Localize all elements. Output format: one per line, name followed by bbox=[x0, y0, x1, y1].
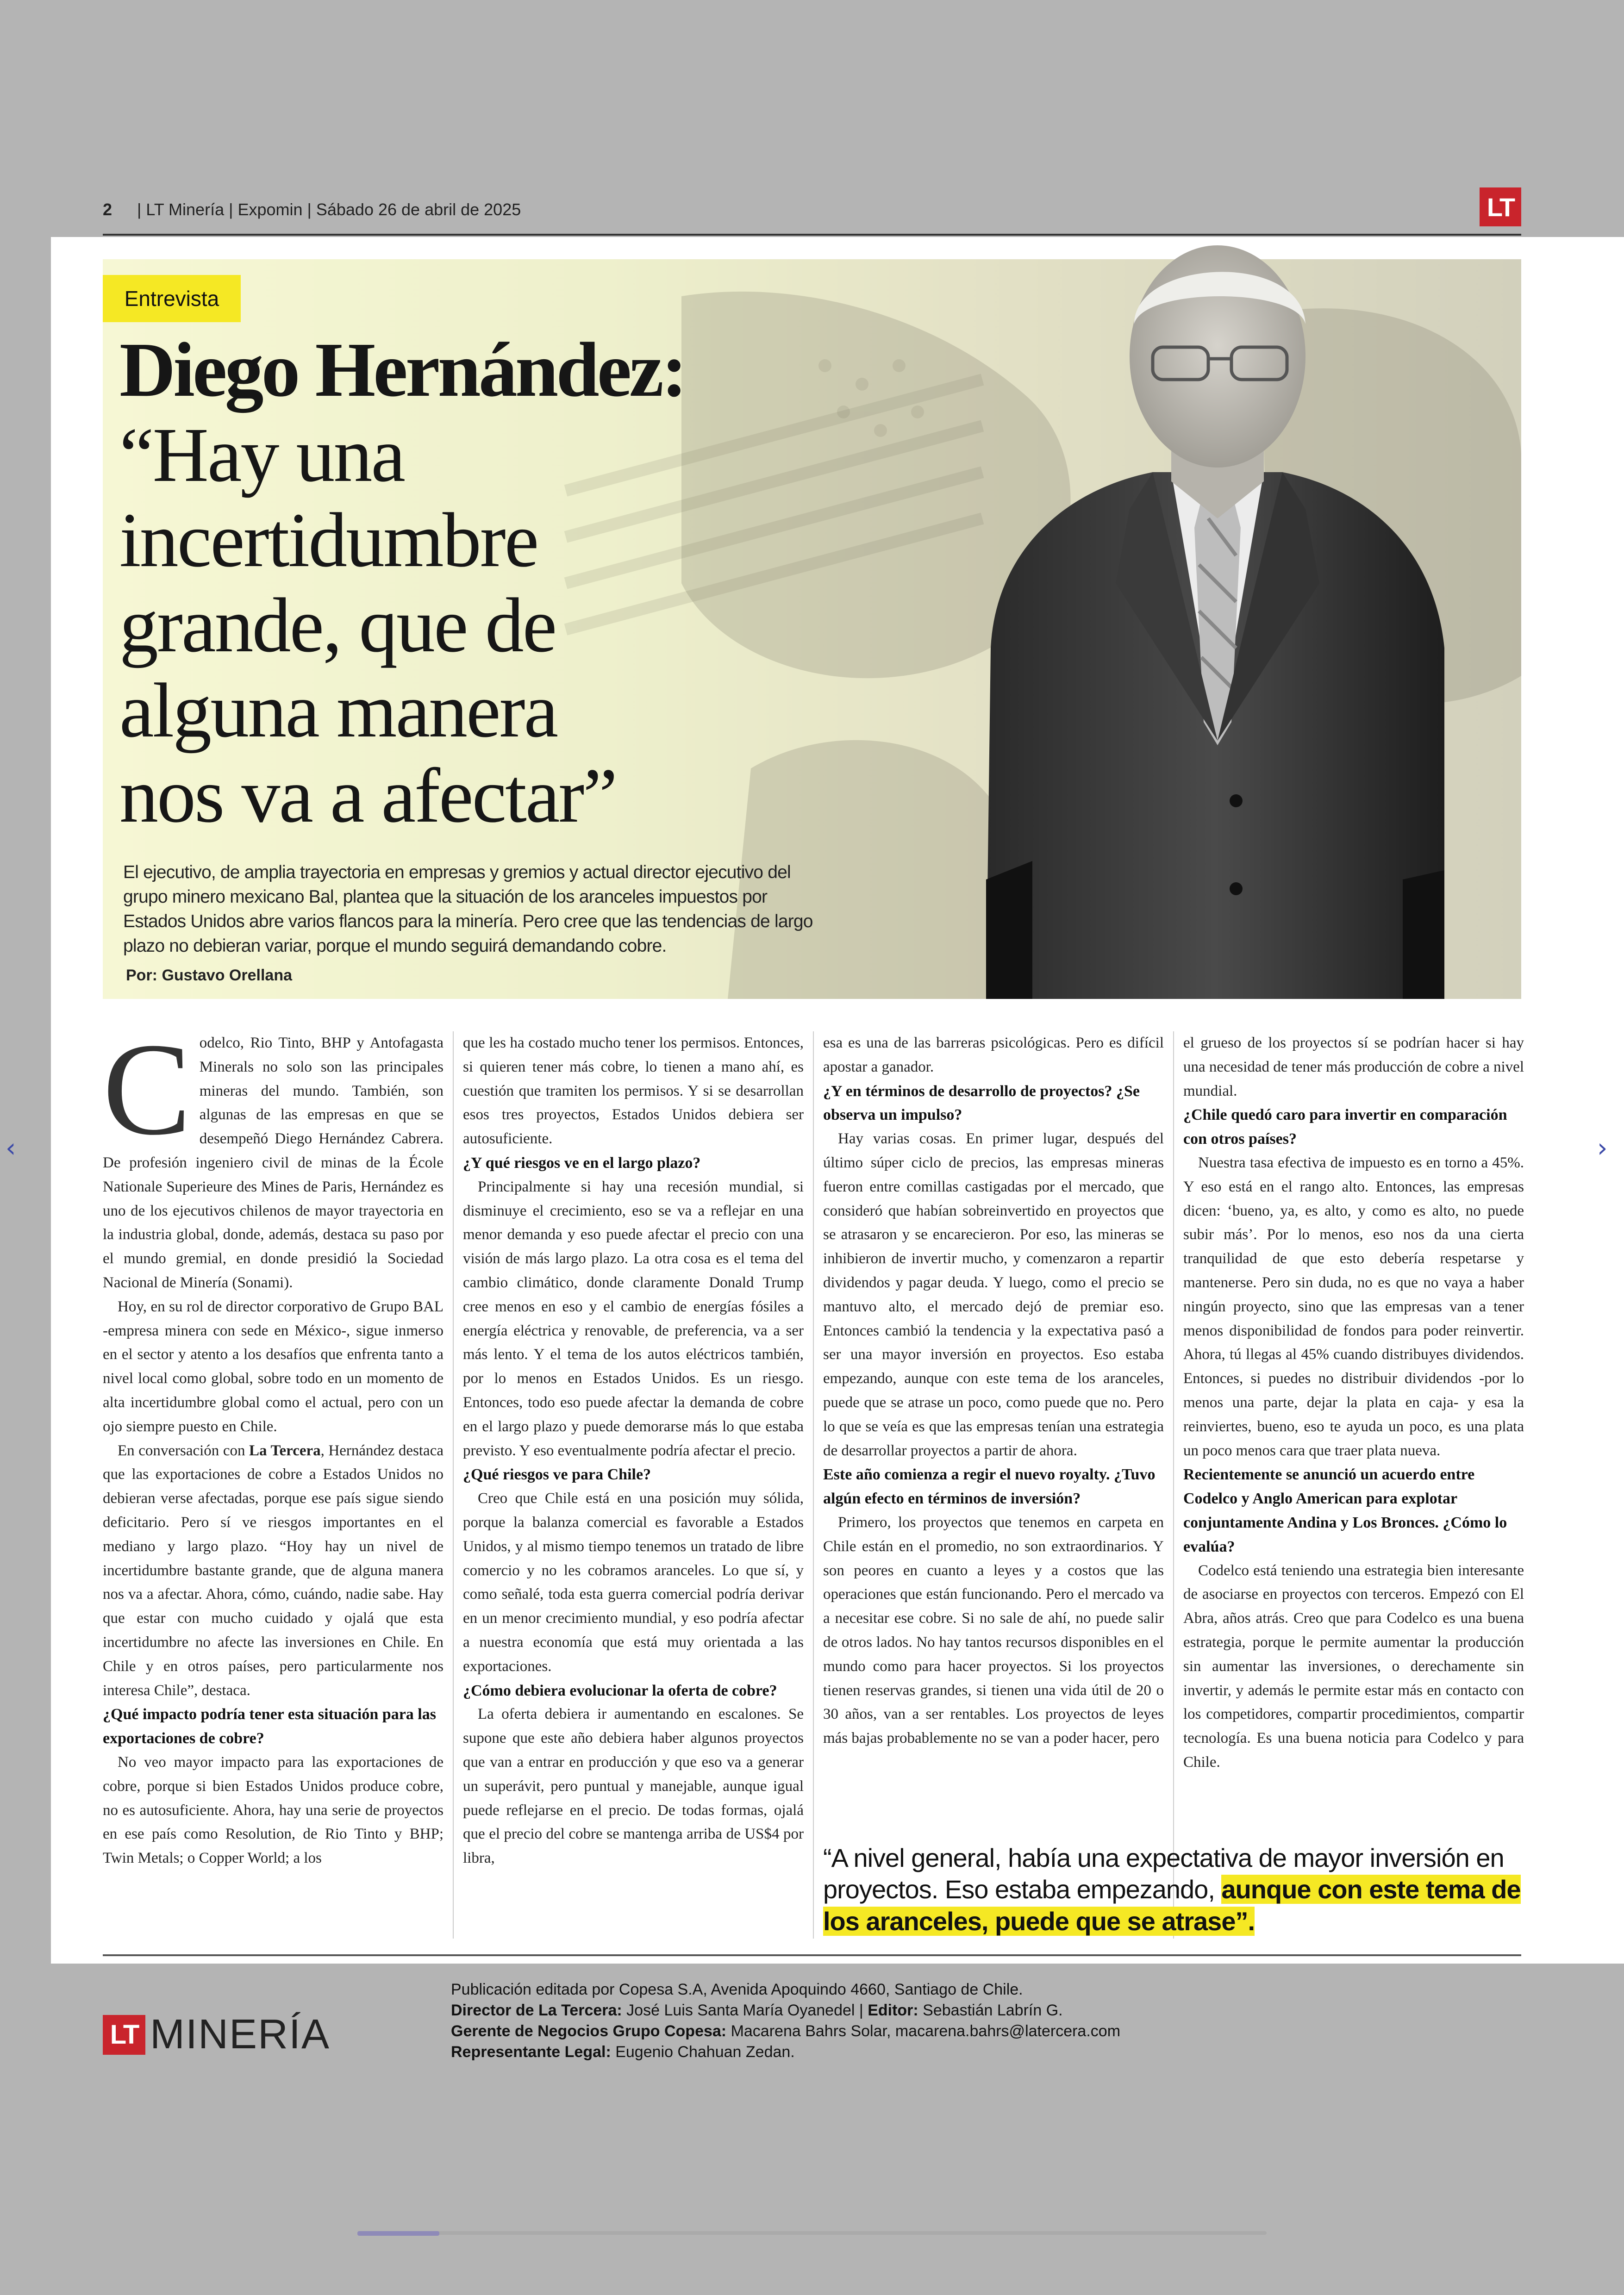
publication-info: | LT Minería | Expomin | Sábado 26 de abril de 2025 bbox=[137, 200, 521, 219]
lt-logo: LT bbox=[1480, 187, 1521, 226]
pull-quote-text: “A nivel general, había una expectativa de mayor inversión en proyectos. Eso estaba empezando, bbox=[823, 1843, 1504, 1904]
headline-quote-line: nos va a afectar” bbox=[119, 753, 616, 839]
credits-line bbox=[451, 2000, 1120, 2021]
paragraph: Hay varias cosas. En primer lugar, después del último súper ciclo de precios, las empresas mineras fueron entre comillas castigadas por el mercado, que consideró que habían sobreinvertido en proyectos que se atrasaron y se encarecieron. Por eso, las mineras se inhibieron de invertir mucho, y comenzaron a repartir dividendos y pagar deuda. Y luego, como el precio se mantuvo alto, el mercado dejó de premiar eso. Entonces cambió la tendencia y la expectativa pasó a ser una mayor inversión en proyectos. Eso estaba empezando, aunque con este tema de los aranceles, puede que se atrase un poco, como puede que no. Pero lo que se veía es que las empresas tenían una estrategia de desarrollar proyectos a partir de ahora. bbox=[823, 1130, 1164, 1459]
paragraph: esa es una de las barreras psicológicas. Pero es difícil apostar a ganador. bbox=[823, 1035, 1164, 1075]
credit-value: José Luis Santa María Oyanedel | bbox=[622, 2001, 868, 2019]
headline-name: Diego Hernández: bbox=[119, 327, 685, 413]
paragraph: el grueso de los proyectos sí se podrían hacer si hay una necesidad de tener más producción de cobre a nivel mundial. bbox=[1183, 1035, 1524, 1099]
interview-question: ¿Chile quedó caro para invertir en comparación con otros países? bbox=[1183, 1106, 1507, 1148]
pull-quote-highlight: aunque con este tema de los aranceles, puede que se atrase”. bbox=[823, 1875, 1521, 1936]
paragraph: La oferta debiera ir aumentando en escalones. Se supone que este año debiera haber algunos proyectos que van a entrar en producción y que eso va a generar un superávit, pero puntual y manejable, aunque igual puede reflejarse en el precio. De todas formas, ojalá que el precio del cobre se mantenga arriba de US$4 por libra, bbox=[463, 1706, 804, 1867]
chevron-left-icon[interactable]: ‹ bbox=[6, 1133, 16, 1163]
interview-question: Este año comienza a regir el nuevo royalty. ¿Tuvo algún efecto en términos de inversión? bbox=[823, 1466, 1156, 1508]
paragraph: que les ha costado mucho tener los permisos. Entonces, si quieren tener más cobre, lo tienen a mano ahí, es cuestión que tramiten los permisos. Y si se desarrollan esos tres proyectos, Estados Unidos debiera ser autosuficiente. bbox=[463, 1035, 804, 1148]
column-divider bbox=[453, 1031, 454, 1939]
article-column-2 bbox=[463, 1031, 804, 1939]
credit-label: Gerente de Negocios Grupo Copesa: bbox=[451, 2022, 727, 2040]
credit-label: Representante Legal: bbox=[451, 2043, 611, 2061]
interview-question: ¿Qué impacto podría tener esta situación para las exportaciones de cobre? bbox=[103, 1706, 436, 1747]
page-progress-track[interactable] bbox=[357, 2231, 1267, 2235]
paragraph bbox=[103, 1439, 443, 1703]
paragraph: odelco, Rio Tinto, BHP y Antofagasta Minerals no solo son las principales mineras del mundo. También, son algunas de las empresas en que se desempeñó Diego Hernández Cabrera. De profesión ingeniero civil de minas de la École Nationale Superieure des Mines de Paris, Hernández es uno de los ejecutivos chilenos de mayor trayectoria en la industria global, donde, además, destaca su paso por el mundo gremial, en donde presidió la Sociedad Nacional de Minería (Sonami). bbox=[103, 1035, 443, 1291]
article-headline bbox=[119, 327, 842, 842]
headline-quote-line: incertidumbre bbox=[119, 497, 538, 583]
portrait-photo bbox=[912, 231, 1521, 999]
footer-divider bbox=[103, 1954, 1521, 1956]
interview-question: ¿Qué riesgos ve para Chile? bbox=[463, 1466, 651, 1484]
headline-quote-line: “Hay una bbox=[119, 412, 405, 498]
paragraph: Primero, los proyectos que tenemos en carpeta en Chile están en el promedio, no son extraordinarios. Y son peores en cuanto a leyes y a costos que las operaciones que están funcionando. Pero el mercado va a necesitar ese cobre. Si no sale de ahí, no puede salir de otros lados. No hay tantos recursos disponibles en el mundo como para hacer proyectos. Si los proyectos tienen reservas grandes, si tienen una vida útil de 20 o 30 años, van a ser rentables. Los proyectos de leyes más bajas probablemente no se van a poder hacer, pero bbox=[823, 1514, 1164, 1747]
paragraph: Principalmente si hay una recesión mundial, si disminuye el crecimiento, eso se va a reflejar en una menor demanda y eso puede afectar el precio con una visión de más largo plazo. La otra cosa es el tema del cambio climático, donde claramente Donald Trump cree menos en eso y el cambio de energías fósiles a energía eléctrica y renovable, de preferencia, va a ser más lento. Y el tema de los autos eléctricos también, por lo menos en Estados Unidos. Es un riesgo. Entonces, todo eso puede afectar la demanda de cobre en el largo plazo y puede demorarse más lo que estaba previsto. Y eso eventualmente podría afectar el precio. bbox=[463, 1178, 804, 1459]
paragraph: No veo mayor impacto para las exportaciones de cobre, porque si bien Estados Unidos produce cobre, no es autosuficiente. Ahora, hay una serie de proyectos en ese país como Resolution, de Rio Tinto y BHP; Twin Metals; o Copper World; a los bbox=[103, 1753, 443, 1867]
credits-line bbox=[451, 2021, 1120, 2042]
credit-label: Editor: bbox=[868, 2001, 918, 2019]
interview-question: Recientemente se anunció un acuerdo entre Codelco y Anglo American para explotar conjuntamente Andina y Los Bronces. ¿Cómo lo evalúa? bbox=[1183, 1466, 1507, 1555]
credit-value: Macarena Bahrs Solar, macarena.bahrs@latercera.com bbox=[726, 2022, 1121, 2040]
newspaper-name: La Tercera bbox=[249, 1442, 321, 1459]
interview-question: ¿Cómo debiera evolucionar la oferta de cobre? bbox=[463, 1682, 777, 1699]
article-column-4 bbox=[1183, 1031, 1524, 1827]
credit-value: Sebastián Labrín G. bbox=[918, 2001, 1063, 2019]
credits-line bbox=[451, 2042, 1120, 2063]
credit-value: Eugenio Chahuan Zedan. bbox=[611, 2043, 795, 2061]
article-column-3 bbox=[823, 1031, 1164, 1837]
drop-cap: C bbox=[103, 1031, 191, 1162]
paragraph: Nuestra tasa efectiva de impuesto es en torno a 45%. Y eso está en el rango alto. Entonces, las empresas dicen: ‘bueno, ya, es alto, y como es alto, no puede subir más’. Por lo menos, eso nos da una cierta tranquilidad de que esto debería respetarse y mantenerse. Pero sin duda, no es que no vaya a haber ningún proyecto, sino que las empresas van a tener menos disponibilidad de fondos para poder reinvertir. Ahora, tú llegas al 45% cuando distribuyes dividendos. Entonces, si puedes no distribuir dividendos -por lo menos una parte, dejar la plata en caja- y esa la reinviertes, bueno, eso te ayuda un poco, es una plata un poco menos cara que traer plata nueva. bbox=[1183, 1154, 1524, 1459]
pull-quote bbox=[823, 1842, 1521, 1937]
headline-quote-line: grande, que de bbox=[119, 582, 556, 668]
page-progress-fill bbox=[357, 2231, 439, 2236]
chevron-right-icon[interactable]: › bbox=[1597, 1133, 1608, 1163]
paragraph: Creo que Chile está en una posición muy sólida, porque la balanza comercial es favorable a Estados Unidos, y al mismo tiempo tenemos un tratado de libre comercio y no les cobramos aranceles. Lo que sí, y como señalé, toda esta guerra comercial podría derivar en un menor crecimiento mundial, y eso podría afectar a nuestra economía que está muy orientada a las exportaciones. bbox=[463, 1490, 804, 1675]
footer-logo-box: LT bbox=[103, 2015, 145, 2055]
interview-question: ¿Y qué riesgos ve en el largo plazo? bbox=[463, 1154, 701, 1172]
byline: Por: Gustavo Orellana bbox=[126, 967, 292, 984]
publication-credits bbox=[451, 1979, 1120, 2063]
paragraph: Hoy, en su rol de director corporativo de Grupo BAL -empresa minera con sede en México-, sigue inmerso en el sector y atento a los desafíos que enfrenta tanto a nivel local como global, sobre todo en un momento de alta incertidumbre global como el actual, pero con un ojo siempre puesto en Chile. bbox=[103, 1298, 443, 1435]
page-number: 2 bbox=[103, 200, 112, 219]
section-tag: Entrevista bbox=[103, 275, 241, 322]
column-divider bbox=[813, 1031, 814, 1939]
column-divider bbox=[1173, 1031, 1174, 1939]
paragraph-text: En conversación con bbox=[118, 1442, 250, 1459]
article-lede: El ejecutivo, de amplia trayectoria en empresas y gremios y actual director ejecutivo del grupo minero mexicano Bal, plantea que la situación de los aranceles impuestos por Estados Unidos abre varios flancos para la minería. Pero cree que las tendencias de largo plazo no debieran variar, porque el mundo seguirá demandando cobre. bbox=[123, 862, 813, 956]
credit-label: Director de La Tercera: bbox=[451, 2001, 622, 2019]
paragraph-text: , Hernández destaca que las exportaciones de cobre a Estados Unidos no debieran verse afectadas, porque ese país sigue siendo deficitario. Pero sí ve riesgos importantes en el mediano y largo plazo. “Hoy hay un nivel de incertidumbre bastante grande, que de alguna manera nos va a afectar. Ahora, cómo, cuándo, nadie sabe. Hay que estar con mucho cuidado y ojalá que esta incertidumbre no afecte las inversiones en Chile. En Chile y en otros países, pero particularmente nos interesa Chile”, destaca. bbox=[103, 1442, 443, 1699]
credits-line: Publicación editada por Copesa S.A, Avenida Apoquindo 4660, Santiago de Chile. bbox=[451, 1981, 1023, 1998]
footer-logo bbox=[103, 2011, 330, 2058]
footer-logo-word: MINERÍA bbox=[150, 2011, 331, 2058]
headline-quote-line: alguna manera bbox=[119, 667, 557, 754]
interview-question: ¿Y en términos de desarrollo de proyectos? ¿Se observa un impulso? bbox=[823, 1082, 1140, 1124]
paragraph: Codelco está teniendo una estrategia bien interesante de asociarse en proyectos con terceros. Empezó con El Abra, años atrás. Creo que para Codelco es una buena estrategia, porque le permite aumentar la producción sin aumentar las inversiones, o derechamente sin invertir, y además le permite estar más en contacto con los competidores, compartir procedimientos, compartir tecnología. Es una buena noticia para Codelco y para Chile. bbox=[1183, 1562, 1524, 1771]
article-column-1 bbox=[103, 1031, 443, 1939]
